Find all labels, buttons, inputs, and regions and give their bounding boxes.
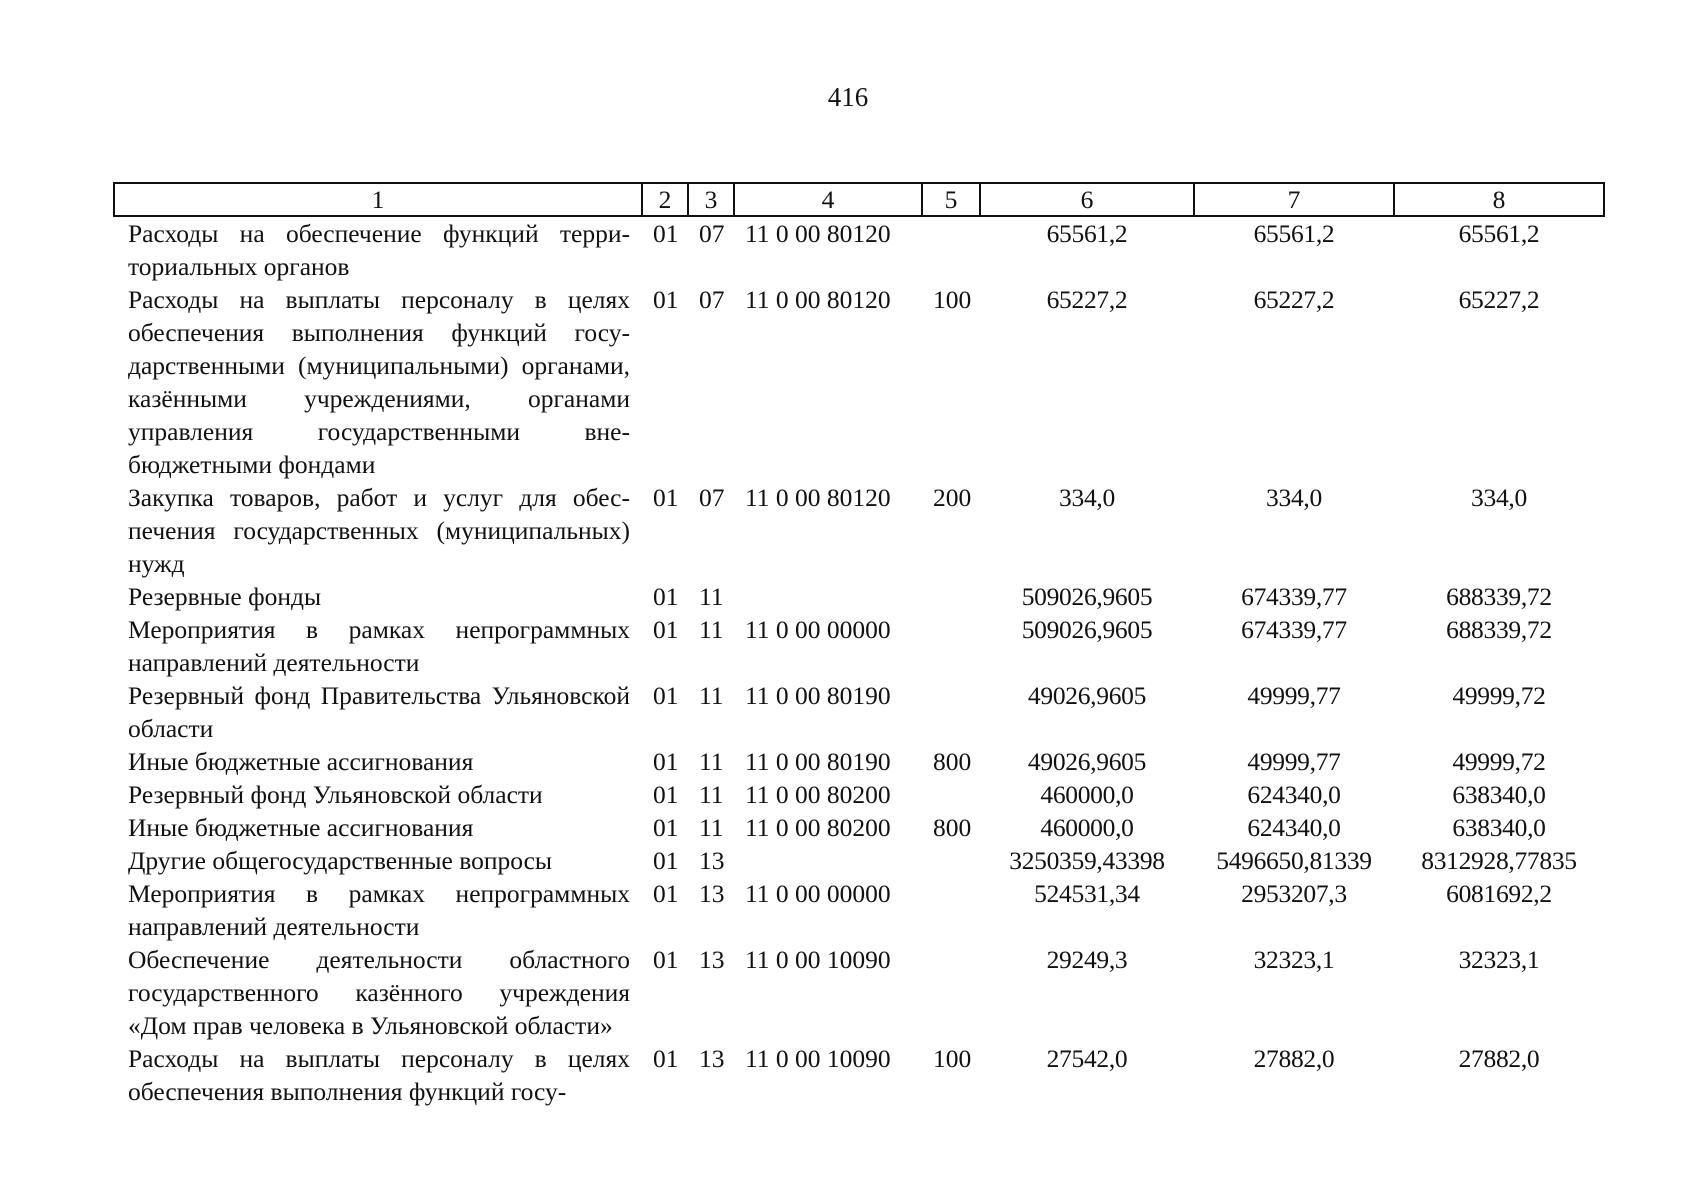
cell-target-item: 11 0 00 80200	[745, 813, 891, 842]
table-row	[114, 216, 1604, 283]
cell-target-item: 11 0 00 80200	[745, 780, 891, 809]
table-row	[114, 844, 1604, 877]
cell-expense-type	[922, 877, 980, 943]
cell-subsection: 11	[699, 813, 724, 842]
cell-amount-col6: 49026,9605	[1027, 747, 1147, 776]
cell-subsection: 11	[699, 681, 724, 710]
table-row	[114, 580, 1604, 613]
budget-table	[113, 182, 1605, 1108]
cell-amount-col8: 27882,0	[1458, 1044, 1540, 1073]
cell-target-item: 11 0 00 80120	[745, 219, 891, 248]
cell-section: 01	[653, 780, 679, 809]
cell-amount-col8: 49999,72	[1452, 747, 1546, 776]
header-cell-3: 3	[688, 183, 734, 216]
cell-section: 01	[653, 945, 679, 974]
header-cell-1: 1	[114, 183, 642, 216]
cell-amount-col6: 460000,0	[1040, 813, 1134, 842]
cell-expense-type	[922, 613, 980, 679]
cell-amount-col8: 65227,2	[1458, 285, 1540, 314]
cell-amount-col6: 524531,34	[1034, 879, 1140, 908]
table-row	[114, 1042, 1604, 1108]
cell-amount-col8: 334,0	[1471, 483, 1527, 512]
header-cell-6: 6	[980, 183, 1194, 216]
cell-subsection: 11	[699, 747, 724, 776]
table-row	[114, 877, 1604, 943]
cell-name: Мероприятия в рамках непрограммных направлений деятельности	[128, 615, 630, 677]
cell-section: 01	[653, 681, 679, 710]
cell-amount-col6: 65227,2	[1046, 285, 1128, 314]
table-row	[114, 679, 1604, 745]
cell-target-item: 11 0 00 80190	[745, 681, 891, 710]
cell-amount-col7: 5496650,81339	[1216, 846, 1372, 875]
cell-amount-col6: 27542,0	[1046, 1044, 1128, 1073]
cell-section: 01	[653, 615, 679, 644]
header-cell-8: 8	[1394, 183, 1604, 216]
cell-subsection: 07	[699, 219, 725, 248]
cell-amount-col7: 674339,77	[1241, 615, 1347, 644]
cell-name: Расходы на выплаты персоналу в целях обеспечения выполнения функций госу-	[128, 1044, 630, 1106]
cell-amount-col8: 688339,72	[1446, 582, 1552, 611]
cell-amount-col8: 8312928,77835	[1421, 846, 1577, 875]
cell-amount-col7: 27882,0	[1253, 1044, 1335, 1073]
table-row	[114, 811, 1604, 844]
cell-amount-col6: 460000,0	[1040, 780, 1134, 809]
cell-amount-col7: 32323,1	[1253, 945, 1335, 974]
cell-target-item	[734, 844, 922, 877]
header-cell-7: 7	[1194, 183, 1394, 216]
cell-target-item: 11 0 00 80120	[745, 285, 891, 314]
cell-amount-col8: 65561,2	[1458, 219, 1540, 248]
cell-name: Расходы на выплаты персоналу в целях обеспечения выполнения функций государственными (муниципальными) органами, казёнными учреждениями, органами управления государственными внебюджетными фондами	[128, 285, 630, 479]
cell-section: 01	[653, 1044, 679, 1073]
table-row	[114, 745, 1604, 778]
cell-section: 01	[653, 879, 679, 908]
cell-amount-col8: 638340,0	[1452, 813, 1546, 842]
cell-amount-col6: 509026,9605	[1021, 615, 1153, 644]
cell-amount-col7: 49999,77	[1247, 747, 1341, 776]
cell-subsection: 11	[699, 615, 724, 644]
cell-subsection: 13	[699, 945, 725, 974]
cell-amount-col8: 49999,72	[1452, 681, 1546, 710]
table-row	[114, 778, 1604, 811]
cell-amount-col7: 2953207,3	[1241, 879, 1347, 908]
cell-name: Расходы на обеспечение функций территориальных органов	[128, 219, 630, 281]
cell-subsection: 11	[699, 582, 724, 611]
cell-section: 01	[653, 582, 679, 611]
cell-name: Резервные фонды	[128, 582, 322, 611]
cell-target-item: 11 0 00 10090	[745, 1044, 891, 1073]
cell-section: 01	[653, 747, 679, 776]
cell-target-item: 11 0 00 10090	[745, 945, 891, 974]
cell-expense-type	[922, 679, 980, 745]
cell-amount-col6: 334,0	[1059, 483, 1115, 512]
page-number: 416	[827, 82, 869, 112]
cell-name: Иные бюджетные ассигнования	[128, 813, 474, 842]
cell-expense-type: 800	[933, 813, 972, 842]
cell-subsection: 13	[699, 879, 725, 908]
table-row	[114, 943, 1604, 1042]
cell-expense-type	[922, 216, 980, 283]
table-body	[114, 216, 1604, 1108]
cell-expense-type	[922, 580, 980, 613]
table-header	[114, 183, 1604, 216]
cell-subsection: 07	[699, 483, 725, 512]
cell-name: Резервный фонд Правительства Ульяновской области	[128, 681, 630, 743]
cell-name: Другие общегосударственные вопросы	[128, 846, 553, 875]
cell-amount-col6: 65561,2	[1046, 219, 1128, 248]
cell-amount-col7: 674339,77	[1241, 582, 1347, 611]
cell-name: Иные бюджетные ассигнования	[128, 747, 474, 776]
cell-section: 01	[653, 846, 679, 875]
cell-expense-type	[922, 844, 980, 877]
table-row	[114, 481, 1604, 580]
cell-expense-type	[922, 778, 980, 811]
cell-target-item: 11 0 00 80120	[745, 483, 891, 512]
cell-amount-col7: 624340,0	[1247, 780, 1341, 809]
cell-amount-col6: 509026,9605	[1021, 582, 1153, 611]
cell-amount-col7: 65227,2	[1253, 285, 1335, 314]
cell-amount-col8: 638340,0	[1452, 780, 1546, 809]
cell-target-item: 11 0 00 00000	[745, 615, 891, 644]
cell-amount-col8: 688339,72	[1446, 615, 1552, 644]
header-cell-4: 4	[734, 183, 922, 216]
cell-amount-col7: 65561,2	[1253, 219, 1335, 248]
cell-expense-type: 100	[933, 1044, 972, 1073]
cell-amount-col7: 334,0	[1266, 483, 1322, 512]
cell-target-item	[734, 580, 922, 613]
cell-amount-col6: 3250359,43398	[1009, 846, 1165, 875]
cell-section: 01	[653, 483, 679, 512]
cell-section: 01	[653, 813, 679, 842]
cell-amount-col8: 6081692,2	[1446, 879, 1552, 908]
header-row	[114, 183, 1604, 216]
cell-amount-col6: 29249,3	[1046, 945, 1128, 974]
cell-name: Обеспечение деятельности областного государственного казённого учреждения «Дом прав человека в Ульяновской области»	[128, 945, 630, 1040]
cell-expense-type: 100	[933, 285, 972, 314]
cell-subsection: 07	[699, 285, 725, 314]
cell-amount-col7: 49999,77	[1247, 681, 1341, 710]
cell-name: Закупка товаров, работ и услуг для обеспечения государственных (муниципальных) нужд	[128, 483, 630, 578]
header-cell-5: 5	[922, 183, 980, 216]
header-cell-2: 2	[642, 183, 688, 216]
cell-amount-col6: 49026,9605	[1027, 681, 1147, 710]
cell-name: Резервный фонд Ульяновской области	[128, 780, 543, 809]
cell-target-item: 11 0 00 80190	[745, 747, 891, 776]
cell-expense-type	[922, 943, 980, 1042]
cell-subsection: 13	[699, 1044, 725, 1073]
cell-target-item: 11 0 00 00000	[745, 879, 891, 908]
cell-expense-type: 200	[933, 483, 972, 512]
cell-expense-type: 800	[933, 747, 972, 776]
table-row	[114, 283, 1604, 481]
cell-name: Мероприятия в рамках непрограммных направлений деятельности	[128, 879, 630, 941]
cell-subsection: 13	[699, 846, 725, 875]
cell-section: 01	[653, 219, 679, 248]
cell-subsection: 11	[699, 780, 724, 809]
table-row	[114, 613, 1604, 679]
budget-table-container	[113, 182, 1605, 1108]
cell-amount-col7: 624340,0	[1247, 813, 1341, 842]
cell-amount-col8: 32323,1	[1458, 945, 1540, 974]
cell-section: 01	[653, 285, 679, 314]
